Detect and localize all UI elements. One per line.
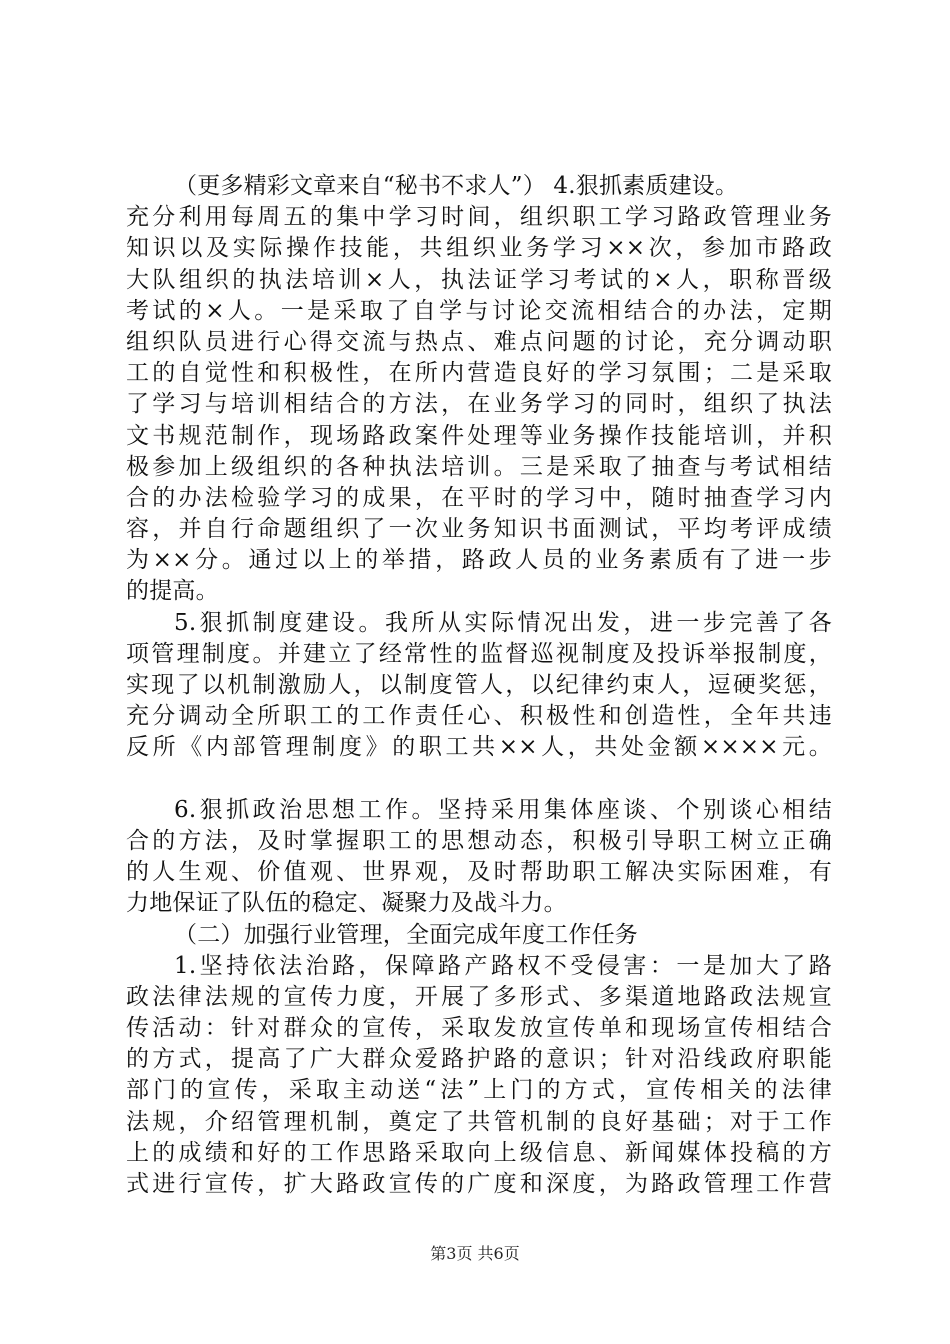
document-body <box>126 171 832 1200</box>
text-line: 部门的宣传，采取主动送“法”上门的方式，宣传相关的法律 <box>126 1077 832 1104</box>
text-line: 的人生观、价值观、世界观，及时帮助职工解决实际困难，有 <box>126 859 832 886</box>
text-line: 反所《内部管理制度》的职工共××人，共处金额××××元。 <box>126 734 832 761</box>
text-line: 极参加上级组织的各种执法培训。三是采取了抽查与考试相结 <box>126 453 832 480</box>
text-line: 的提高。 <box>126 578 219 605</box>
text-line: 知识以及实际操作技能，共组织业务学习××次，参加市路政 <box>126 235 832 262</box>
paragraph-quality-building <box>126 171 832 608</box>
text-line: 合的方法，及时掌握职工的思想动态，积极引导职工树立正确 <box>126 827 832 854</box>
text-line: 传活动：针对群众的宣传，采取发放宣传单和现场宣传相结合 <box>126 1015 832 1042</box>
text-line: 合的办法检验学习的成果，在平时的学习中，随时抽查学习内 <box>126 484 832 511</box>
text-line: （更多精彩文章来自“秘书不求人”） 4.狠抓素质建设。 <box>174 173 739 199</box>
paragraph-system-building <box>126 608 832 764</box>
text-line: 组织队员进行心得交流与热点、难点问题的讨论，充分调动职 <box>126 328 832 355</box>
text-line: 大队组织的执法培训×人，执法证学习考试的×人，职称晋级 <box>126 266 832 293</box>
text-line: 的方式，提高了广大群众爱路护路的意识；针对沿线政府职能 <box>126 1046 832 1073</box>
text-line: 5.狠抓制度建设。我所从实际情况出发，进一步完善了各 <box>174 609 832 636</box>
text-line: 6.狠抓政治思想工作。坚持采用集体座谈、个别谈心相结 <box>174 796 832 823</box>
text-line: （二）加强行业管理，全面完成年度工作任务 <box>174 921 638 948</box>
text-line: 考试的×人。一是采取了自学与讨论交流相结合的办法，定期 <box>126 297 832 324</box>
text-line: 政法律法规的宣传力度，开展了多形式、多渠道地路政法规宣 <box>126 983 832 1010</box>
paragraph-political-work <box>126 795 832 920</box>
text-line: 力地保证了队伍的稳定、凝聚力及战斗力。 <box>126 890 567 917</box>
text-line: 项管理制度。并建立了经常性的监督巡视制度及投诉举报制度， <box>126 640 832 667</box>
paragraph-spacer <box>126 764 832 795</box>
text-line: 上的成绩和好的工作思路采取向上级信息、新闻媒体投稿的方 <box>126 1139 832 1166</box>
text-line: 工的自觉性和积极性，在所内营造良好的学习氛围；二是采取 <box>126 360 832 387</box>
section-heading <box>126 920 832 951</box>
text-line: 充分调动全所职工的工作责任心、积极性和创造性，全年共违 <box>126 703 832 730</box>
text-line: 了学习与培训相结合的方法，在业务学习的同时，组织了执法 <box>126 391 832 418</box>
text-line: 实现了以机制激励人，以制度管人，以纪律约束人，逗硬奖惩， <box>126 672 832 698</box>
text-line: 法规，介绍管理机制，奠定了共管机制的良好基础；对于工作 <box>126 1108 832 1135</box>
text-line: 充分利用每周五的集中学习时间，组织职工学习路政管理业务 <box>126 204 832 231</box>
text-line: 文书规范制作，现场路政案件处理等业务操作技能培训，并积 <box>126 422 832 449</box>
text-line: 式进行宣传，扩大路政宣传的广度和深度，为路政管理工作营 <box>126 1171 832 1197</box>
page-number-footer: 第3页 共6页 <box>430 1244 520 1263</box>
text-line: 1.坚持依法治路，保障路产路权不受侵害：一是加大了路 <box>174 952 832 979</box>
paragraph-law-enforcement <box>126 951 832 1201</box>
text-line: 容，并自行命题组织了一次业务知识书面测试，平均考评成绩 <box>126 516 832 543</box>
text-line: 为××分。通过以上的举措，路政人员的业务素质有了进一步 <box>126 547 832 574</box>
